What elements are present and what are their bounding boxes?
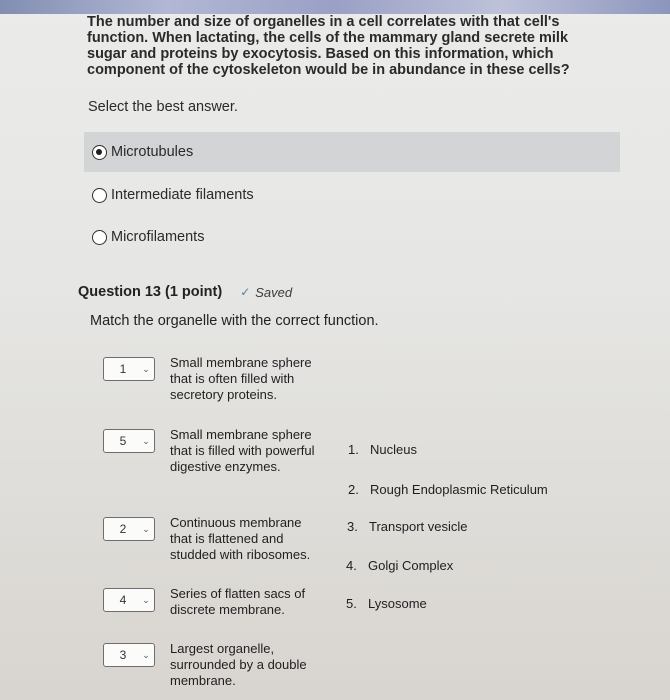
answer-item [346, 596, 427, 611]
option-label: Microtubules [111, 144, 194, 160]
option-intermediate-filaments[interactable] [84, 175, 254, 215]
answer-number: 1. [348, 442, 359, 457]
saved-status [240, 285, 292, 300]
match-description: Largest organelle, surrounded by a double membrane. [170, 641, 307, 688]
option-label: Microfilaments [111, 229, 205, 245]
question-points: (1 point) [165, 284, 223, 300]
answer-label: Lysosome [368, 596, 427, 611]
answer-number: 2. [348, 482, 359, 497]
option-microtubules[interactable] [84, 132, 620, 172]
question-13-header [78, 284, 292, 300]
answer-item [348, 442, 417, 457]
answer-number: 3. [347, 519, 358, 534]
radio-icon[interactable] [92, 230, 107, 245]
match-description: Continuous membrane that is flattened and studded with ribosomes. [170, 515, 311, 562]
answer-item [348, 482, 548, 497]
option-label: Intermediate filaments [111, 187, 254, 203]
saved-label: Saved [255, 284, 293, 300]
question-12-instruction: Select the best answer. [88, 99, 238, 115]
select-value: 2 [119, 522, 127, 536]
answer-label: Golgi Complex [368, 558, 454, 573]
match-description: Series of flatten sacs of discrete membrane. [170, 586, 306, 617]
radio-icon[interactable] [92, 188, 107, 203]
chevron-down-icon: ⌄ [142, 435, 150, 446]
radio-icon[interactable] [92, 145, 107, 160]
question-title: Question 13 [78, 284, 161, 300]
match-select-5[interactable] [103, 643, 155, 667]
match-description: Small membrane sphere that is filled with powerful digestive enzymes. [170, 427, 315, 474]
match-select-1[interactable] [103, 357, 155, 381]
answer-number: 4. [346, 558, 357, 573]
answer-item [346, 558, 453, 573]
question-12-prompt: The number and size of organelles in a cell correlates with that cell's function. When lactating, the cells of the mammary gland secrete milk sugar and proteins by exocytosis. Based on this information, which component of the cytoskeleton would be in abundance in these cells? [87, 14, 570, 78]
select-value: 5 [119, 434, 127, 448]
option-microfilaments[interactable] [84, 217, 204, 257]
answer-item [347, 519, 468, 534]
answer-label: Rough Endoplasmic Reticulum [370, 482, 548, 497]
answer-number: 5. [346, 596, 357, 611]
answer-label: Nucleus [370, 442, 417, 457]
chevron-down-icon: ⌄ [142, 363, 150, 374]
match-select-4[interactable] [103, 588, 155, 612]
question-13-text: Match the organelle with the correct function. [90, 313, 379, 329]
header-band [0, 0, 670, 14]
select-value: 3 [119, 648, 127, 662]
match-description: Small membrane sphere that is often filled with secretory proteins. [170, 355, 312, 402]
chevron-down-icon: ⌄ [142, 594, 150, 605]
select-value: 1 [119, 362, 127, 376]
chevron-down-icon: ⌄ [142, 649, 150, 660]
check-icon: ✓ [240, 285, 251, 299]
select-value: 4 [119, 593, 127, 607]
answer-label: Transport vesicle [369, 519, 468, 534]
match-select-3[interactable] [103, 517, 155, 541]
match-select-2[interactable] [103, 429, 155, 453]
chevron-down-icon: ⌄ [142, 523, 150, 534]
